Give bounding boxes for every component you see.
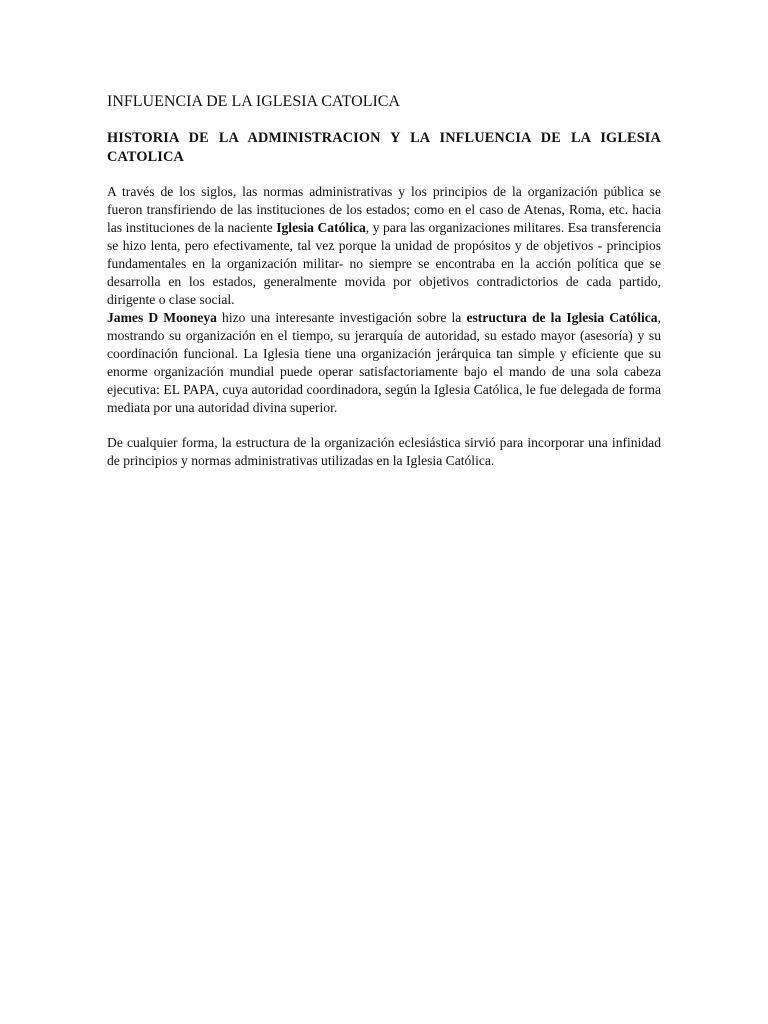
document-title: INFLUENCIA DE LA IGLESIA CATOLICA <box>107 93 401 110</box>
paragraph-1-text-b: , y para las organizaciones militares. Esa transferencia se hizo lenta, pero efectivamente, tal vez porque la unidad de propósitos y de objetivos - principios fundamentales en la organización militar- no siempre se encontraba en la acción política que se desarrolla en los estados, generalmente movida por objetivos contradictorios de cada partido, dirigente o clase social. <box>107 220 661 307</box>
paragraph-2: De cualquier forma, la estructura de la organización eclesiástica sirvió para incorporar una infinidad de principios y normas administrativas utilizadas en la Iglesia Católica. <box>107 435 661 468</box>
paragraph-1 <box>107 183 661 417</box>
paragraph-1-text-c: hizo una interesante investigación sobre la <box>216 310 467 325</box>
paragraph-1-text-a: A través de los siglos, las normas administrativas y los principios de la organización pública se fueron transfiriendo de las instituciones de los estados; como en el caso de Atenas, Roma, etc. hacia las instituciones de la naciente <box>107 184 661 235</box>
bold-james-mooneya: James D Mooneya <box>107 310 217 325</box>
document-subtitle: HISTORIA DE LA ADMINISTRACION Y LA INFLUENCIA DE LA IGLESIA CATOLICA <box>107 130 661 165</box>
bold-estructura-iglesia: estructura de la Iglesia Católica <box>466 310 658 325</box>
bold-iglesia-catolica: Iglesia Católica <box>276 220 366 235</box>
paragraph-1-text-d: , mostrando su organización en el tiempo, su jerarquía de autoridad, su estado mayor (asesoría) y su coordinación funcional. La Iglesia tiene una organización jerárquica tan simple y eficiente que su enorme organización mundial puede operar satisfactoriamente bajo el mando de una sola cabeza ejecutiva: EL PAPA, cuya autoridad coordinadora, según la Iglesia Católica, le fue delegada de forma mediata por una autoridad divina superior. <box>107 310 661 415</box>
